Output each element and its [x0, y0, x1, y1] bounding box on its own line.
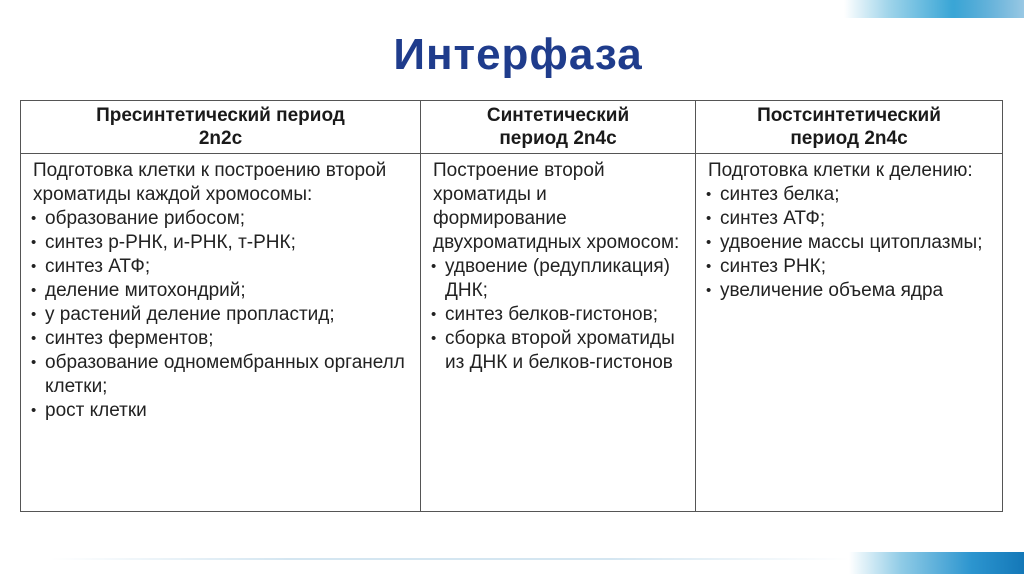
table-body-row	[21, 154, 1003, 512]
postsynthetic-intro: Подготовка клетки к делению:	[708, 160, 973, 181]
presynthetic-intro: Подготовка клетки к построению второй хроматиды каждой хромосомы:	[33, 160, 387, 205]
header-synthetic-line1: Синтетический	[486, 105, 630, 126]
cell-synthetic	[421, 154, 696, 512]
header-postsynthetic	[696, 101, 1003, 154]
list-item: • удвоение массы цитоплазмы;	[708, 231, 990, 255]
list-item: • увеличение объема ядра	[708, 279, 990, 303]
table-header-row	[21, 101, 1003, 154]
header-postsynthetic-line1: Постсинтетический	[757, 105, 941, 126]
header-presynthetic	[21, 101, 421, 154]
list-item: • синтез ферментов;	[33, 327, 408, 351]
list-item: • образование одномембранных органелл клетки;	[33, 351, 408, 399]
top-corner-accent	[844, 0, 1024, 18]
header-synthetic-line2: период 2n4c	[499, 128, 617, 149]
list-item: • синтез АТФ;	[33, 255, 408, 279]
header-postsynthetic-line2: период 2n4c	[790, 128, 908, 149]
list-item: • синтез белка;	[708, 183, 990, 207]
header-presynthetic-line2: 2n2c	[198, 128, 243, 149]
list-item: • синтез р-РНК, и-РНК, т-РНК;	[33, 231, 408, 255]
interphase-table	[20, 100, 1003, 512]
list-item: • рост клетки	[33, 399, 408, 423]
cell-postsynthetic	[696, 154, 1003, 512]
page-title: Интерфаза	[393, 30, 643, 79]
list-item: • сборка второй хроматиды из ДНК и белков-гистонов	[433, 327, 683, 375]
list-item: • у растений деление пропластид;	[33, 303, 408, 327]
header-synthetic	[421, 101, 696, 154]
cell-presynthetic	[21, 154, 421, 512]
list-item: • удвоение (редупликация) ДНК;	[433, 255, 683, 303]
list-item: • деление митохондрий;	[33, 279, 408, 303]
list-item: • синтез РНК;	[708, 255, 990, 279]
bottom-divider	[50, 558, 850, 560]
header-presynthetic-line1: Пресинтетический период	[96, 105, 345, 126]
list-item: • синтез АТФ;	[708, 207, 990, 231]
synthetic-intro: Построение второй хроматиды и формирование двухроматидных хромосом:	[433, 160, 680, 253]
postsynthetic-list	[708, 183, 990, 303]
presynthetic-list	[33, 207, 408, 423]
bottom-corner-accent	[849, 552, 1024, 574]
list-item: • синтез белков-гистонов;	[433, 303, 683, 327]
synthetic-list	[433, 255, 683, 375]
list-item: • образование рибосом;	[33, 207, 408, 231]
